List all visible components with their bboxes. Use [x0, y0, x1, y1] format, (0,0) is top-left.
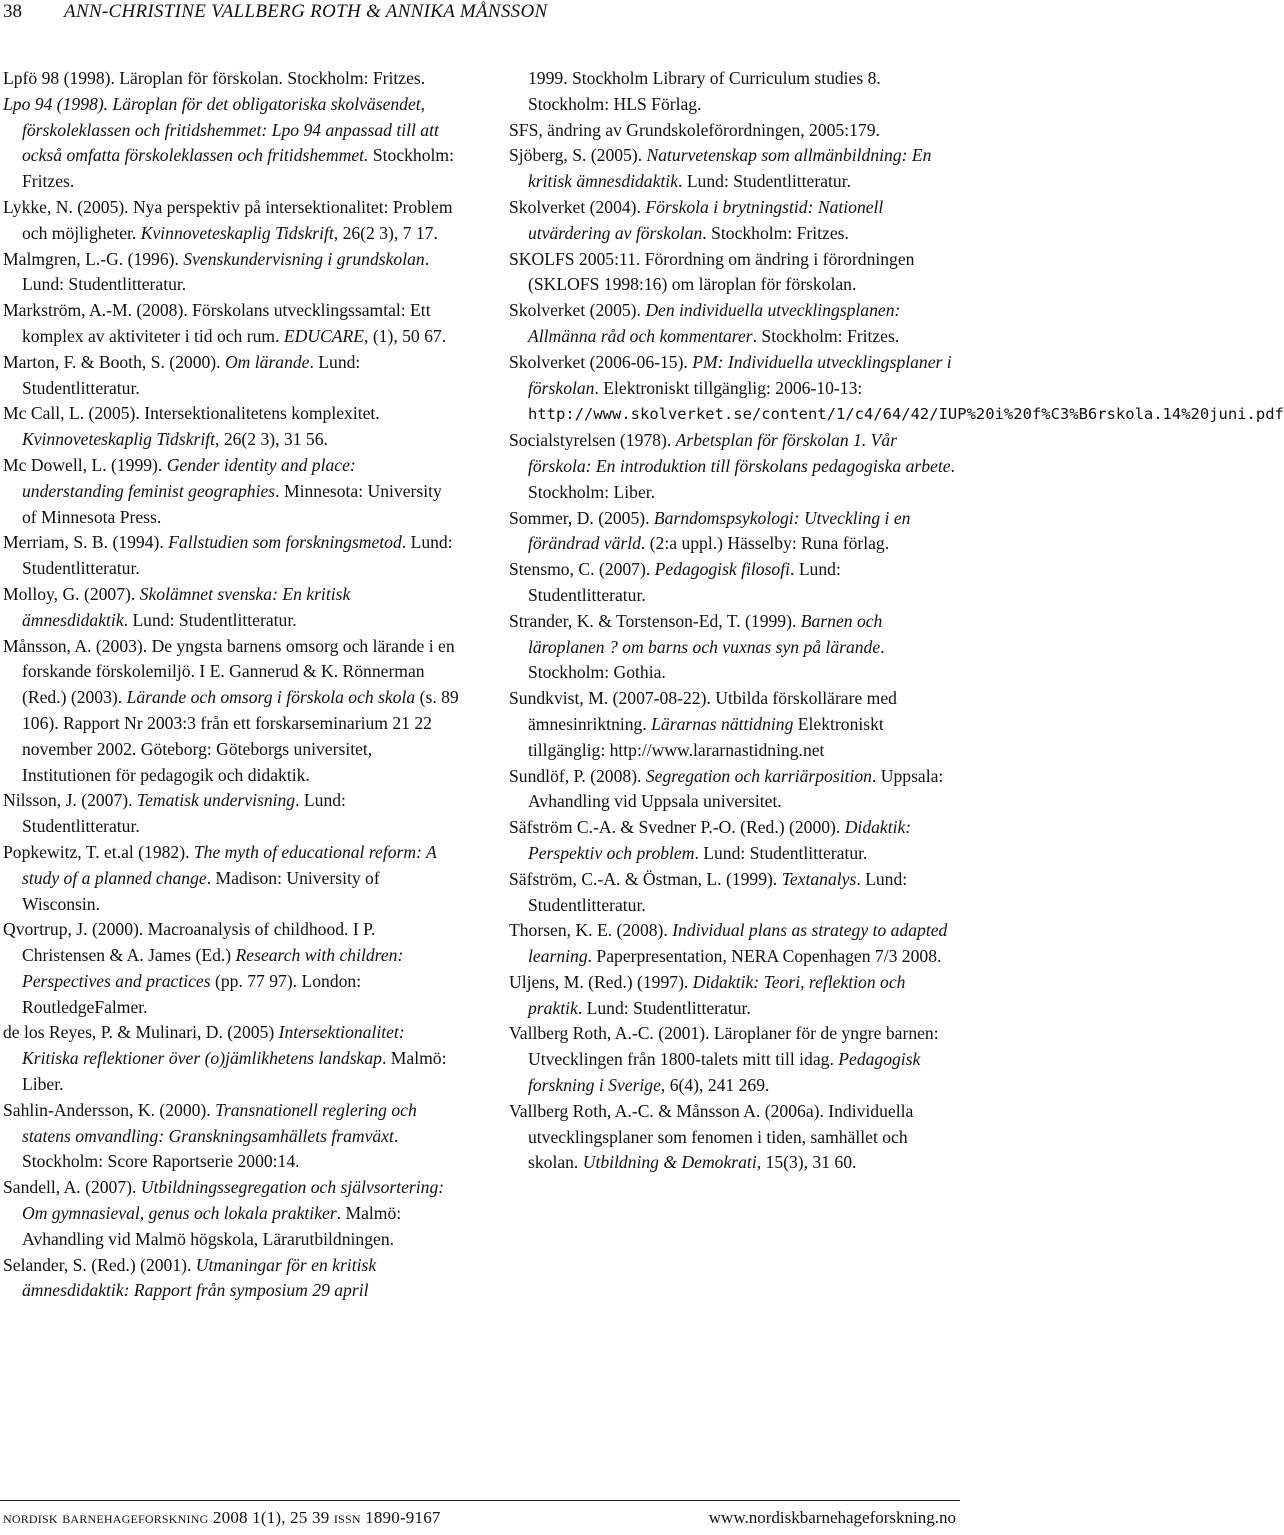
reference-text: Selander, S. (Red.) (2001). [3, 1254, 196, 1275]
reference-entry [509, 918, 956, 970]
journal-citation: nordisk barnehageforskning 2008 1(1), 25 39 issn 1890-9167 [3, 1508, 441, 1527]
reference-title: Naturvetenskap som allmänbildning: En kritisk ämnesdidaktik [528, 145, 932, 192]
reference-title: Segregation och karriärposition [645, 765, 872, 786]
reference-text: Mc Dowell, L. (1999). [3, 454, 167, 475]
reference-entry [3, 247, 459, 299]
reference-text: . Stockholm: Liber. [528, 455, 955, 502]
reference-entry [509, 350, 1284, 428]
reference-entry [3, 840, 459, 917]
reference-entry [509, 66, 956, 118]
running-title: ANN-CHRISTINE VALLBERG ROTH & ANNIKA MÅNSSON [64, 1, 548, 22]
reference-text: Socialstyrelsen (1978). [509, 430, 676, 451]
reference-text: . Minnesota: University of Minnesota Press. [22, 480, 442, 527]
reference-entry [509, 970, 956, 1022]
reference-text: . Lund: Studentlitteratur. [22, 248, 430, 295]
reference-entry [3, 195, 459, 247]
reference-text: , 26(2 3), 31 56. [215, 429, 328, 450]
reference-text: Thorsen, K. E. (2008). [509, 920, 673, 941]
reference-title: Den individuella utvecklingsplanen: Allmänna råd och kommentarer [528, 300, 901, 346]
reference-text: . Lund: Studentlitteratur. [577, 997, 751, 1018]
reference-title: Skolämnet svenska: En kritisk ämnesdidaktik [22, 583, 351, 630]
footer-rule [0, 1500, 960, 1501]
reference-title: Barndomspsykologi: Utveckling i en förändrad värld [528, 507, 911, 554]
reference-text: Uljens, M. (Red.) (1997). [509, 971, 693, 992]
reference-text: Markström, A.-M. (2008). Förskolans utvecklingssamtal: Ett komplex av aktiviteter i tid och rum. [3, 300, 431, 346]
reference-entry [509, 247, 956, 299]
reference-title: Didaktik: Perspektiv och problem [528, 817, 912, 863]
reference-text: Sahlin-Andersson, K. (2000). [3, 1099, 216, 1120]
reference-text: . Lund: Studentlitteratur. [678, 171, 851, 192]
reference-text: SKOLFS 2005:11. Förordning om ändring i förordningen (SKLOFS 1998:16) om läroplan för förskolan. [509, 248, 915, 295]
reference-entry [3, 1175, 459, 1252]
reference-text: Merriam, S. B. (1994). [3, 532, 169, 553]
reference-entry [509, 195, 956, 247]
reference-title: Kvinnoveteskaplig Tidskrift [22, 429, 216, 450]
running-header [0, 0, 960, 28]
reference-title: Utbildningssegregation och självsortering: Om gymnasieval, genus och lokala praktiker [22, 1177, 445, 1224]
reference-title: Lpo 94 (1998). Läroplan för det obligatoriska skolväsendet, förskoleklassen och fritidshemmet: Lpo 94 anpassad till att också omfatta förskoleklassen och fritidshemmet. [3, 93, 439, 166]
reference-title: Utmaningar för en kritisk ämnesdidaktik: Rapport från symposium 29 april [22, 1254, 377, 1301]
reference-entry [509, 143, 956, 195]
reference-text: . Lund: Studentlitteratur. [123, 609, 297, 630]
reference-text: . Stockholm: Fritzes. [752, 325, 900, 346]
reference-text: Strander, K. & Torstenson-Ed, T. (1999). [509, 610, 801, 631]
reference-text: . Lund: Studentlitteratur. [22, 351, 361, 398]
reference-entry [509, 815, 956, 867]
reference-title: Kvinnoveteskaplig Tidskrift [140, 222, 334, 243]
reference-title: Om lärande [224, 351, 310, 372]
reference-entry [3, 92, 459, 195]
reference-title: Intersektionalitet: Kritiska reflektioner över (o)jämlikhetens landskap [22, 1022, 405, 1069]
reference-text: Vallberg Roth, A.-C. (2001). Läroplaner för de yngre barnen: Utvecklingen från 1800-talets mitt till idag. [509, 1023, 939, 1070]
journal-url: www.nordiskbarnehageforskning.no [708, 1508, 956, 1527]
reference-text: . (2:a uppl.) Hässelby: Runa förlag. [640, 533, 890, 554]
reference-text: . Lund: Studentlitteratur. [528, 559, 841, 605]
reference-text: 1999. Stockholm Library of Curriculum studies 8. Stockholm: HLS Förlag. [528, 68, 881, 114]
reference-text: . Lund: Studentlitteratur. [22, 532, 453, 579]
reference-text: . Lund: Studentlitteratur. [694, 842, 868, 863]
reference-title: Svenskundervisning i grundskolan [183, 248, 425, 269]
reference-entry [3, 788, 459, 840]
reference-title: Pedagogisk forskning i Sverige [528, 1049, 921, 1096]
reference-text: Elektroniskt tillgänglig: http://www.lararnastidning.net [528, 713, 884, 760]
reference-title: Research with children: Perspectives and practices [22, 945, 404, 991]
reference-entry [3, 917, 459, 1020]
reference-text: Nilsson, J. (2007). [3, 790, 137, 811]
reference-entry [509, 764, 956, 816]
reference-text: Vallberg Roth, A.-C. & Månsson A. (2006a). Individuella utvecklingsplaner som fenomen i tiden, samhället och skolan. [509, 1100, 914, 1173]
reference-text: Stensmo, C. (2007). [509, 559, 655, 580]
reference-text: , (1), 50 67. [364, 325, 447, 346]
reference-text: Popkewitz, T. et.al (1982). [3, 841, 194, 862]
reference-text: Skolverket (2006-06-15). [509, 351, 693, 372]
reference-entry [509, 609, 956, 686]
reference-text: Lykke, N. (2005). Nya perspektiv på intersektionalitet: Problem och möjligheter. [3, 196, 453, 243]
reference-text: Marton, F. & Booth, S. (2000). [3, 351, 225, 372]
reference-entry [3, 1020, 459, 1097]
reference-text: . Stockholm: Gothia. [528, 636, 885, 683]
reference-title: PM: Individuella utvecklingsplaner i förskolan [528, 351, 952, 398]
reference-title: Utbildning & Demokrati [582, 1152, 757, 1173]
reference-text: de los Reyes, P. & Mulinari, D. (2005) [3, 1022, 279, 1043]
reference-title: Lärande och omsorg i förskola och skola [126, 687, 416, 708]
reference-entry [509, 1099, 956, 1176]
reference-text: Sommer, D. (2005). [509, 507, 654, 528]
reference-entry [3, 582, 459, 634]
reference-entry [3, 350, 459, 402]
reference-title: Förskola i brytningstid: Nationell utvärdering av förskolan [528, 196, 884, 243]
reference-text: . Malmö: Liber. [22, 1048, 447, 1095]
reference-text: Lpfö 98 (1998). Läroplan för förskolan. Stockholm: Fritzes. [3, 68, 426, 88]
reference-text: Sundkvist, M. (2007-08-22). Utbilda förskollärare med ämnesinriktning. [509, 688, 897, 734]
reference-entry [509, 557, 956, 609]
reference-entry [509, 867, 956, 919]
reference-text: . Stockholm: Fritzes. [702, 222, 849, 243]
reference-text: , 26(2 3), 7 17. [333, 222, 438, 243]
reference-title: Fallstudien som forskningsmetod [168, 532, 402, 553]
reference-text: Säfström C.-A. & Svedner P.-O. (Red.) (2000). [509, 817, 845, 838]
reference-title: Arbetsplan för förskolan 1. Vår förskola: En introduktion till förskolans pedagogiska arbete [528, 430, 951, 476]
reference-text: SFS, ändring av Grundskoleförordningen, 2005:179. [509, 119, 880, 140]
reference-entry [3, 298, 459, 350]
reference-text: Qvortrup, J. (2000). Macroanalysis of childhood. I P. Christensen & A. James (Ed.) [3, 919, 376, 966]
reference-title: Barnen och läroplanen ? om barns och vuxnas syn på lärande [528, 610, 883, 657]
reference-text: . Madison: University of Wisconsin. [22, 867, 380, 914]
reference-title: The myth of educational reform: A study of a planned change [22, 841, 437, 888]
reference-text: Skolverket (2004). [509, 196, 646, 217]
reference-entry [509, 686, 956, 763]
reference-entry [509, 118, 956, 144]
reference-entry [3, 530, 459, 582]
reference-text: Sandell, A. (2007). [3, 1177, 141, 1198]
reference-text: Månsson, A. (2003). De yngsta barnens omsorg och lärande i en forskande förskolemiljö. I E. Gannerud & K. Rönnerman (Red.) (2003). [3, 635, 455, 708]
reference-text: . Elektroniskt tillgänglig: 2006-10-13: [594, 377, 863, 398]
reference-text: . Lund: Studentlitteratur. [528, 868, 908, 915]
references-right-column [509, 66, 1284, 1176]
reference-text: . Paperpresentation, NERA Copenhagen 7/3 2008. [587, 946, 942, 967]
reference-text: Sundlöf, P. (2008). [509, 765, 646, 786]
reference-entry [3, 66, 459, 92]
references-left-column [3, 66, 459, 1304]
reference-entry [509, 298, 956, 350]
reference-text: . Uppsala: Avhandling vid Uppsala universitet. [528, 765, 944, 812]
reference-text: . Lund: Studentlitteratur. [22, 790, 346, 837]
reference-entry [509, 428, 956, 505]
reference-title: Pedagogisk filosofi [654, 559, 791, 580]
reference-text: . Stockholm: Score Raportserie 2000:14. [22, 1125, 399, 1172]
reference-text: Sjöberg, S. (2005). [509, 145, 647, 166]
reference-text: Säfström, C.-A. & Östman, L. (1999). [509, 868, 782, 889]
reference-text: Stockholm: Fritzes. [22, 145, 454, 192]
reference-text: http://www.skolverket.se/content/1/c4/64/42/IUP%20i%20f%C3%B6rskola.14%20juni.pdf [528, 405, 1284, 424]
reference-entry [3, 453, 459, 530]
reference-text: , 6(4), 241 269. [660, 1075, 770, 1096]
reference-title: Lärarnas nättidning [651, 713, 794, 734]
reference-entry [509, 1021, 956, 1098]
reference-title: Transnationell reglering och statens omvandling: Granskningsamhällets framväxt [22, 1099, 417, 1146]
reference-text: . Malmö: Avhandling vid Malmö högskola, Lärarutbildningen. [22, 1203, 402, 1249]
reference-entry [3, 1098, 459, 1175]
page-number: 38 [3, 1, 22, 22]
reference-text: (s. 89 106). Rapport Nr 2003:3 från ett forskarseminarium 21 22 november 2002. Göteborg: Göteborgs universitet, Institutionen för pedagogik och didaktik. [22, 687, 459, 785]
reference-title: Didaktik: Teori, reflektion och praktik [528, 971, 906, 1018]
reference-text: (pp. 77 97). London: RoutledgeFalmer. [22, 970, 362, 1017]
reference-title: Individual plans as strategy to adapted learning [528, 920, 948, 967]
reference-text: Mc Call, L. (2005). Intersektionalitetens komplexitet. [3, 403, 380, 424]
reference-title: Gender identity and place: understanding feminist geographies [22, 454, 356, 501]
reference-entry [3, 401, 459, 453]
reference-title: Tematisk undervisning [136, 790, 296, 811]
reference-title: Textanalys [781, 868, 857, 889]
reference-text: , 15(3), 31 60. [756, 1152, 857, 1173]
reference-title: EDUCARE [283, 325, 365, 346]
reference-text: Malmgren, L.-G. (1996). [3, 248, 184, 269]
reference-entry [3, 1253, 459, 1305]
reference-entry [509, 506, 956, 558]
reference-text: Skolverket (2005). [509, 300, 646, 321]
reference-text: Molloy, G. (2007). [3, 583, 140, 604]
reference-entry [3, 634, 459, 789]
